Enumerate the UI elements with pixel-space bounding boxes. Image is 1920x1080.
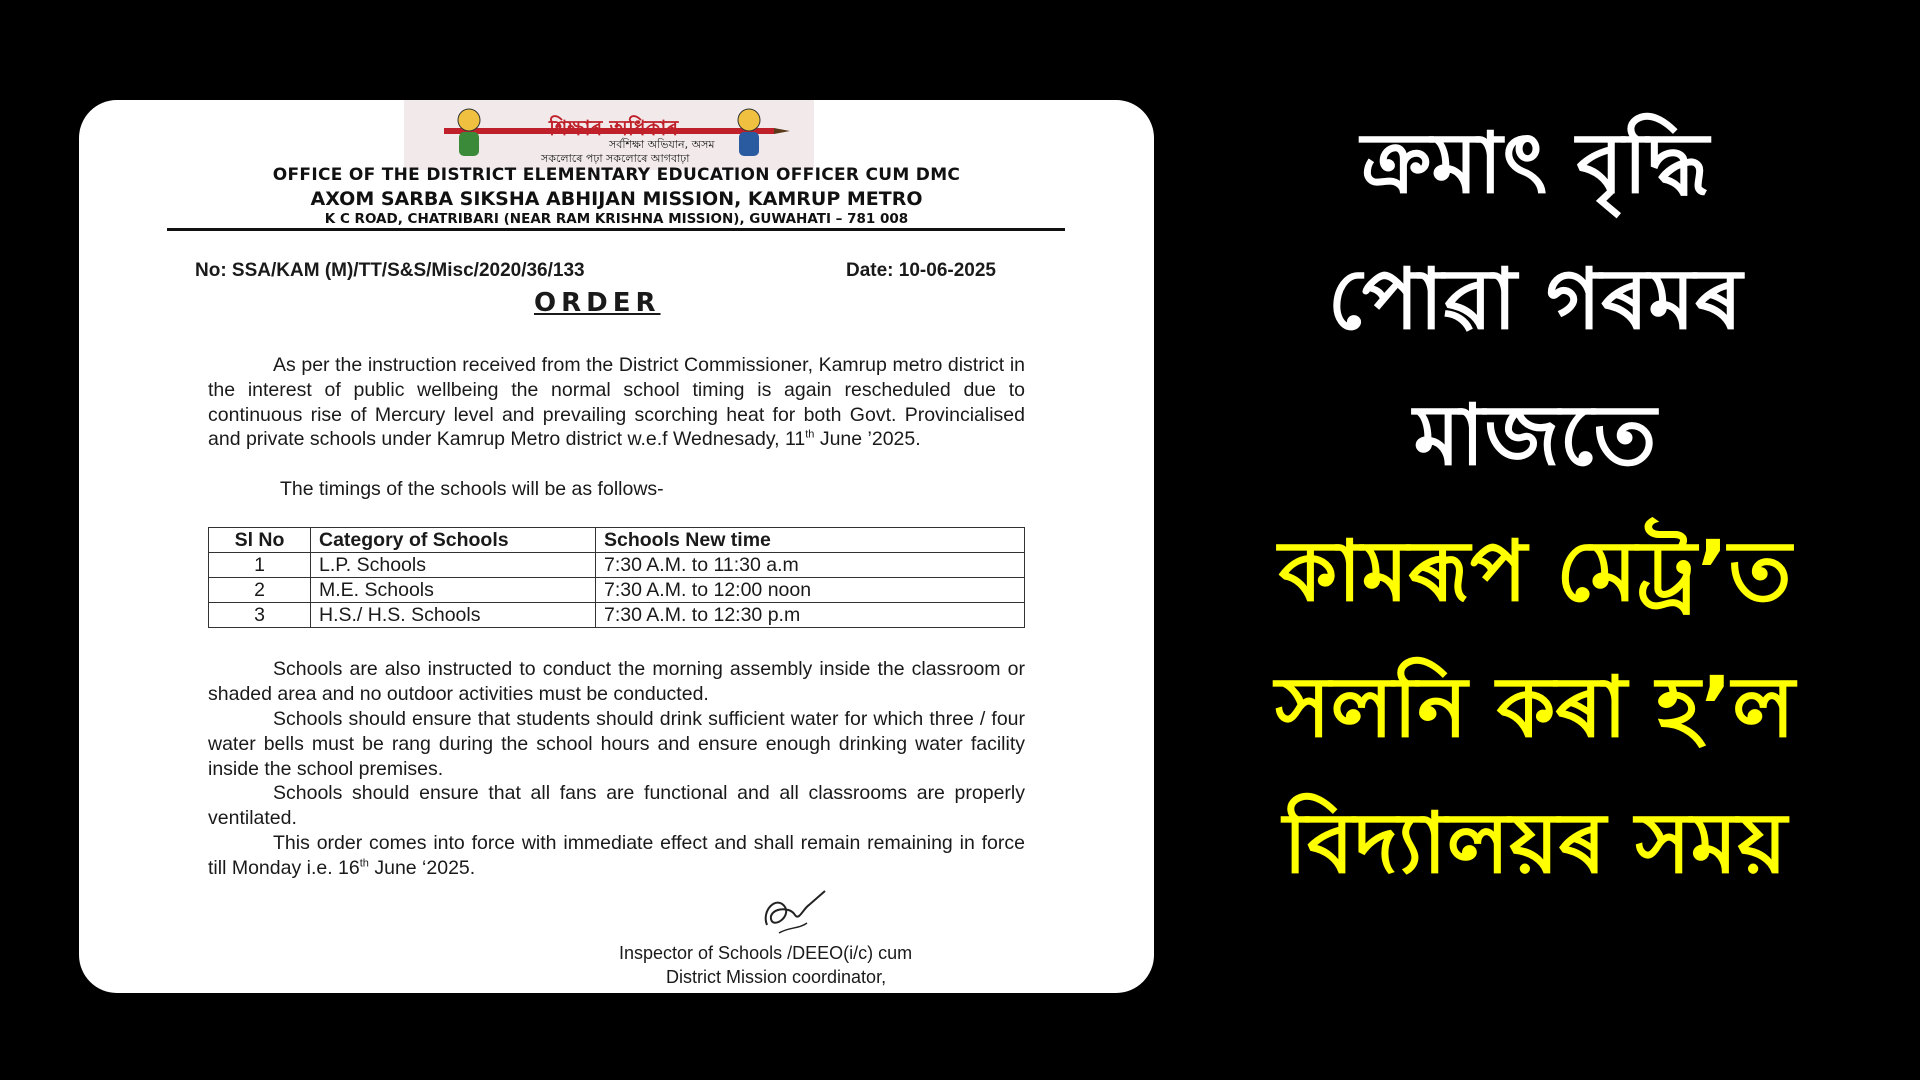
table-cell: 2: [209, 578, 311, 603]
order-paragraph-6: This order comes into force with immediate effect and shall remain remaining in force till Monday i.e. 16th June ‘2025.: [208, 832, 1025, 879]
logo-title: শিক্ষাৰ অধিকাৰ: [549, 116, 679, 140]
logo-tagline: সকলোৰে পঢ়া সকলোৰে আগবাঢ়া: [541, 152, 690, 165]
headline-line-2: পোৱা গৰমৰ: [1327, 250, 1743, 348]
order-paragraph-3: Schools are also instructed to conduct the morning assembly inside the classroom or shaded area and no outdoor activities must be conducted.: [208, 658, 1025, 705]
reference-number: No: SSA/KAM (M)/TT/S&S/Misc/2020/36/133: [195, 260, 585, 281]
logo-subtitle: সৰ্বশিক্ষা অভিযান, অসম: [609, 138, 715, 151]
header-divider: [167, 228, 1065, 231]
table-cell: 1: [209, 553, 311, 578]
child-figure-icon: [729, 104, 769, 164]
table-cell: 3: [209, 603, 311, 628]
order-document: [79, 100, 1154, 993]
table-cell: 7:30 A.M. to 11:30 a.m: [596, 553, 1025, 578]
table-row: [209, 578, 1025, 603]
order-paragraph-1: As per the instruction received from the District Commissioner, Kamrup metro district in the interest of public wellbeing the normal school timing is again rescheduled due to continuous rise of Mercury level and prevailing scorching heat for both Govt. Provincialised and private schools under Kamrup Metro district w.e.f Wednesady, 11th June ’2025.: [208, 354, 1025, 451]
order-title: ORDER: [534, 288, 661, 318]
table-header-row: [209, 528, 1025, 553]
table-cell: H.S./ H.S. Schools: [311, 603, 596, 628]
order-paragraph-5: Schools should ensure that all fans are functional and all classrooms are properly ventilated.: [208, 782, 1025, 829]
table-row: [209, 603, 1025, 628]
order-paragraph-2: The timings of the schools will be as follows-: [280, 478, 664, 500]
table-row: [209, 553, 1025, 578]
headline-text-block: [1175, 95, 1895, 911]
headline-line-5: সলনি কৰা হ’ল: [1275, 658, 1795, 756]
signature-image: [759, 885, 829, 940]
column-header-category: Category of Schools: [311, 528, 596, 553]
headline-line-4: কামৰূপ মেট্ৰ’ত: [1278, 522, 1792, 620]
table-cell: 7:30 A.M. to 12:30 p.m: [596, 603, 1025, 628]
office-name: OFFICE OF THE DISTRICT ELEMENTARY EDUCATION OFFICER CUM DMC: [272, 165, 961, 185]
column-header-new-time: Schools New time: [596, 528, 1025, 553]
mission-name: AXOM SARBA SIKSHA ABHIJAN MISSION, KAMRUP METRO: [310, 188, 923, 210]
office-address: K C ROAD, CHATRIBARI (NEAR RAM KRISHNA MISSION), GUWAHATI – 781 008: [324, 211, 909, 227]
headline-line-3: মাজতে: [1413, 386, 1657, 484]
document-card: [79, 100, 1154, 993]
order-paragraph-4: Schools should ensure that students should drink sufficient water for which three / four water bells must be rang during the school hours and ensure enough drinking water facility inside the school premises.: [208, 708, 1025, 780]
headline-line-1: ক্ৰমাৎ বৃদ্ধি: [1361, 114, 1709, 212]
headline-line-6: বিদ্যালয়ৰ সময়: [1283, 794, 1787, 892]
child-figure-icon: [449, 104, 489, 164]
signatory-title: Inspector of Schools /DEEO(i/c) cum: [619, 943, 913, 963]
table-cell: M.E. Schools: [311, 578, 596, 603]
table-cell: 7:30 A.M. to 12:00 noon: [596, 578, 1025, 603]
table-cell: L.P. Schools: [311, 553, 596, 578]
signatory-designation: District Mission coordinator,: [666, 967, 887, 987]
school-timings-table: [208, 527, 1025, 628]
column-header-sl-no: Sl No: [209, 528, 311, 553]
order-date: Date: 10-06-2025: [846, 260, 996, 281]
